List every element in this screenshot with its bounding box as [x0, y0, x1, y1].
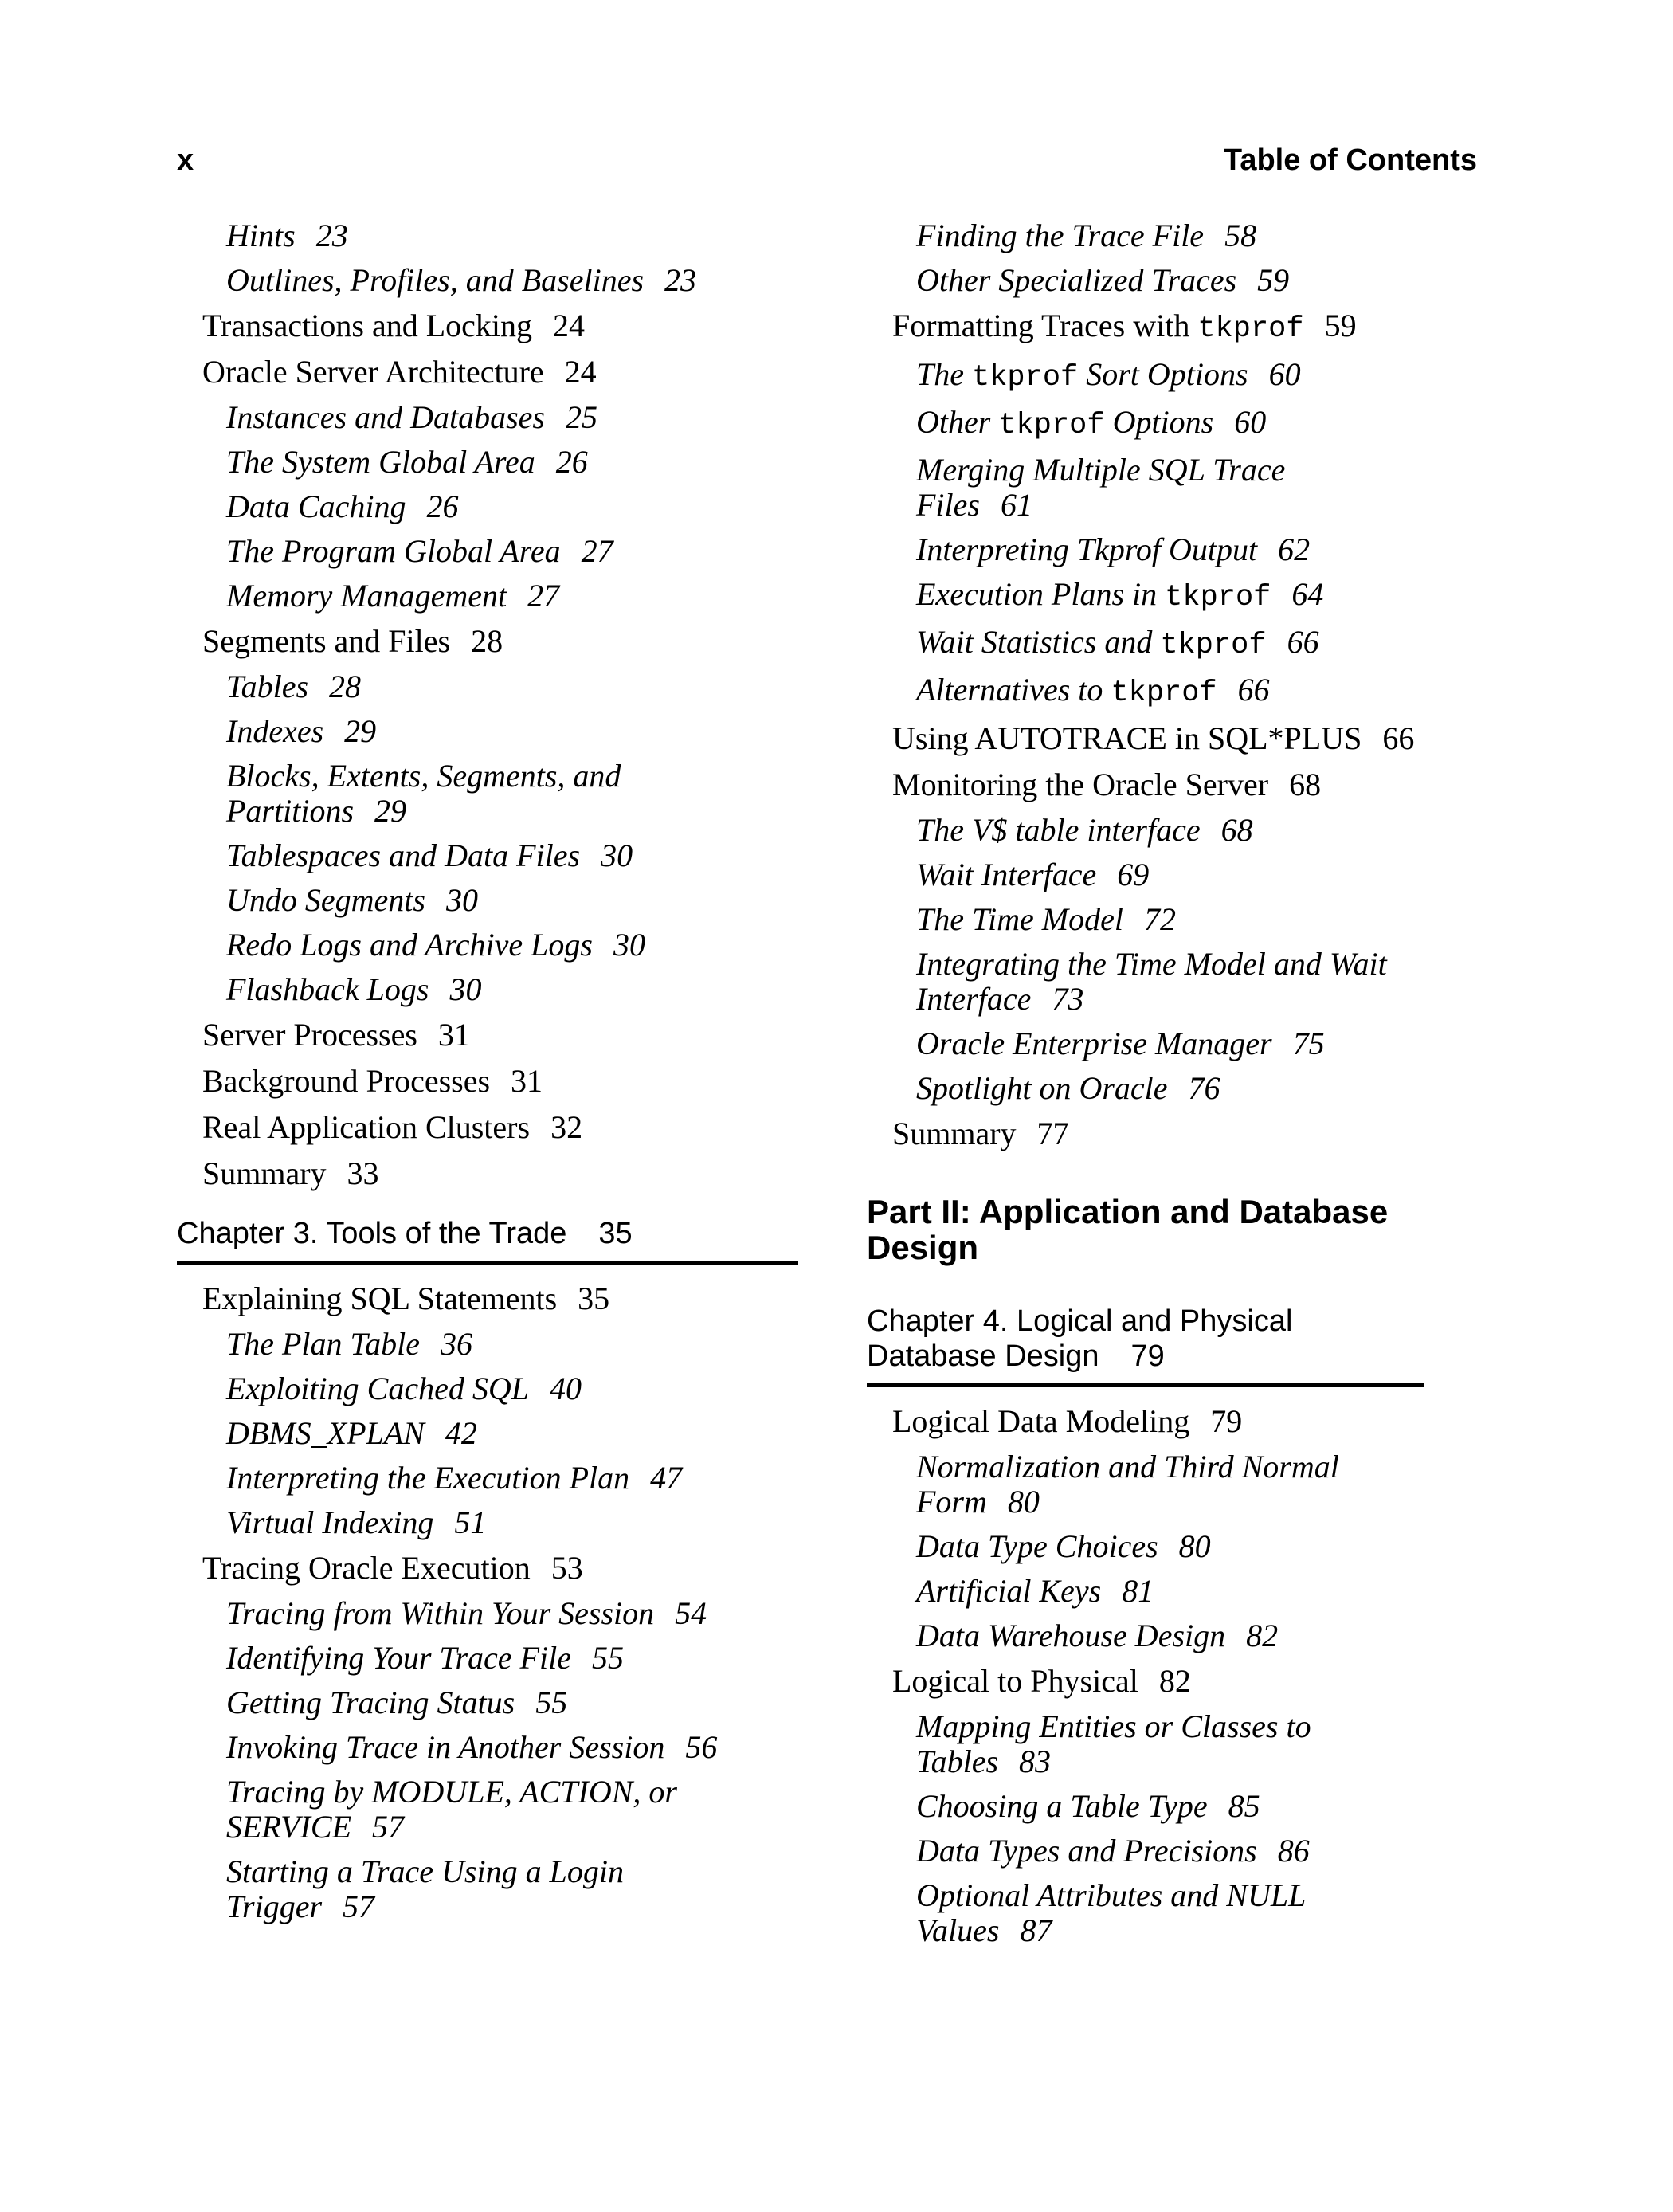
chapter-4-heading[interactable]: Chapter 4. Logical and Physical Database Design 79	[867, 1304, 1424, 1387]
toc-entry[interactable]: The Program Global Area 27	[226, 533, 613, 569]
toc-entry[interactable]: Tables 28	[226, 669, 362, 704]
toc-entry[interactable]: Tablespaces and Data Files 30	[226, 837, 633, 873]
toc-entry[interactable]: Data Type Choices 80	[916, 1528, 1211, 1564]
toc-entry[interactable]: Redo Logs and Archive Logs 30	[226, 927, 645, 963]
toc-entry[interactable]: Invoking Trace in Another Session 56	[226, 1729, 718, 1765]
toc-entry[interactable]: Segments and Files 28	[202, 623, 503, 659]
toc-entry[interactable]: Alternatives to tkprof 66	[916, 672, 1270, 710]
toc-entry[interactable]: Outlines, Profiles, and Baselines 23	[226, 262, 697, 298]
toc-entry[interactable]: Interpreting the Execution Plan 47	[226, 1460, 683, 1496]
toc-entry[interactable]: Merging Multiple SQL Trace Files 61	[916, 452, 1286, 523]
toc-entry[interactable]: Identifying Your Trace File 55	[226, 1640, 624, 1676]
toc-entry[interactable]: Optional Attributes and NULL Values 87	[916, 1877, 1306, 1948]
chapter-3-heading[interactable]: Chapter 3. Tools of the Trade 35	[177, 1216, 798, 1265]
toc-entry[interactable]: Exploiting Cached SQL 40	[226, 1371, 582, 1406]
toc-entry[interactable]: Server Processes 31	[202, 1017, 470, 1053]
toc-entry[interactable]: Data Caching 26	[226, 488, 459, 524]
toc-entry[interactable]: Finding the Trace File 58	[916, 218, 1257, 253]
toc-entry[interactable]: Virtual Indexing 51	[226, 1504, 487, 1540]
toc-entry[interactable]: Other Specialized Traces 59	[916, 262, 1290, 298]
toc-entry[interactable]: Memory Management 27	[226, 578, 560, 614]
toc-entry[interactable]: Other tkprof Options 60	[916, 404, 1267, 442]
toc-entry[interactable]: Wait Statistics and tkprof 66	[916, 624, 1319, 662]
toc-entry[interactable]: Summary 33	[202, 1155, 379, 1191]
toc-entry[interactable]: Transactions and Locking 24	[202, 308, 586, 343]
toc-entry[interactable]: Tracing Oracle Execution 53	[202, 1550, 583, 1586]
toc-entry[interactable]: Data Warehouse Design 82	[916, 1618, 1279, 1653]
toc-entry[interactable]: Starting a Trace Using a Login Trigger 57	[226, 1853, 624, 1924]
page-number: x	[177, 143, 194, 177]
toc-entry[interactable]: Undo Segments 30	[226, 882, 478, 918]
toc-entry[interactable]: Normalization and Third Normal Form 80	[916, 1449, 1339, 1520]
toc-entry[interactable]: Explaining SQL Statements 35	[202, 1281, 610, 1316]
toc-entry[interactable]: Getting Tracing Status 55	[226, 1684, 568, 1720]
toc-entry[interactable]: Tracing by MODULE, ACTION, or SERVICE 57	[226, 1774, 677, 1845]
toc-entry[interactable]: The tkprof Sort Options 60	[916, 356, 1301, 394]
toc-entry[interactable]: Logical Data Modeling 79	[892, 1403, 1243, 1439]
toc-entry[interactable]: Tracing from Within Your Session 54	[226, 1595, 707, 1631]
toc-entry[interactable]: Instances and Databases 25	[226, 399, 598, 435]
toc-entry[interactable]: Wait Interface 69	[916, 857, 1150, 892]
running-title: Table of Contents	[1223, 143, 1477, 177]
toc-entry[interactable]: Choosing a Table Type 85	[916, 1788, 1260, 1824]
toc-entry[interactable]: Summary 77	[892, 1116, 1069, 1151]
toc-entry[interactable]: Background Processes 31	[202, 1063, 543, 1099]
toc-entry[interactable]: Real Application Clusters 32	[202, 1109, 583, 1145]
toc-entry[interactable]: Data Types and Precisions 86	[916, 1833, 1310, 1869]
toc-entry[interactable]: Oracle Enterprise Manager 75	[916, 1026, 1325, 1061]
toc-entry[interactable]: Monitoring the Oracle Server 68	[892, 767, 1322, 802]
toc-right-column	[867, 218, 1480, 1958]
toc-left-column	[177, 218, 798, 1934]
toc-entry[interactable]: The Plan Table 36	[226, 1326, 472, 1362]
toc-entry[interactable]: Integrating the Time Model and Wait Interface 73	[916, 946, 1387, 1017]
page-header	[177, 143, 1477, 183]
toc-entry[interactable]: Using AUTOTRACE in SQL*PLUS 66	[892, 720, 1415, 756]
toc-entry[interactable]: Blocks, Extents, Segments, and Partitions 29	[226, 758, 621, 829]
toc-entry[interactable]: Hints 23	[226, 218, 348, 253]
toc-entry[interactable]: The System Global Area 26	[226, 444, 588, 480]
toc-entry[interactable]: The Time Model 72	[916, 901, 1176, 937]
toc-entry[interactable]: Spotlight on Oracle 76	[916, 1070, 1220, 1106]
toc-entry[interactable]: The V$ table interface 68	[916, 812, 1253, 848]
toc-entry[interactable]: Interpreting Tkprof Output 62	[916, 531, 1311, 567]
toc-entry[interactable]: Execution Plans in tkprof 64	[916, 576, 1324, 614]
toc-entry[interactable]: DBMS_XPLAN 42	[226, 1415, 477, 1451]
toc-entry[interactable]: Oracle Server Architecture 24	[202, 354, 597, 390]
toc-entry[interactable]: Indexes 29	[226, 713, 377, 749]
toc-entry[interactable]: Artificial Keys 81	[916, 1573, 1154, 1609]
toc-entry[interactable]: Flashback Logs 30	[226, 971, 482, 1007]
toc-entry[interactable]: Formatting Traces with tkprof 59	[892, 308, 1357, 346]
part-2-heading[interactable]: Part II: Application and Database Design	[867, 1193, 1389, 1266]
toc-entry[interactable]: Logical to Physical 82	[892, 1663, 1191, 1699]
toc-entry[interactable]: Mapping Entities or Classes to Tables 83	[916, 1708, 1311, 1779]
